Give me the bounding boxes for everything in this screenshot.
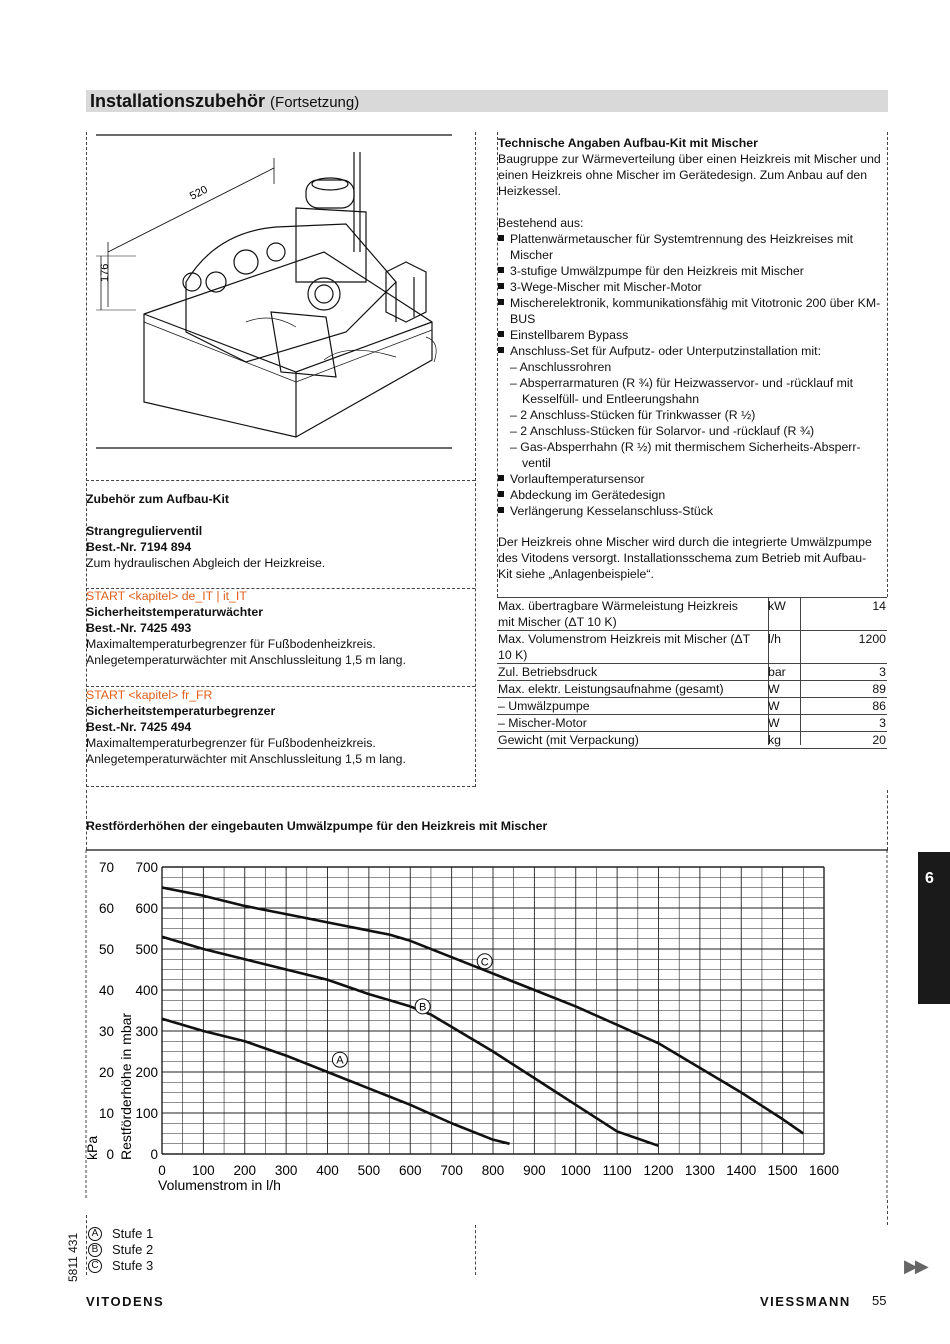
legend-label: Stufe 2	[112, 1242, 154, 1257]
component-list-item: Einstellbarem Bypass	[498, 327, 628, 343]
next-page-arrows-icon[interactable]: ▶▶	[904, 1256, 926, 1276]
y-tick-label-mbar: 600	[135, 901, 158, 916]
spec-label: Zul. Betriebsdruck	[498, 665, 598, 679]
spec-value: 20	[872, 733, 886, 747]
spec-unit: kW	[768, 599, 786, 613]
frame-line	[887, 790, 888, 850]
x-tick-label: 900	[523, 1163, 546, 1178]
y-tick-label-kpa: 10	[98, 1106, 114, 1121]
x-axis-label: Volumenstrom in l/h	[158, 1177, 281, 1193]
spec-table-row	[497, 631, 887, 664]
item-3-start-marker: START <kapitel> fr_FR	[86, 688, 213, 702]
aufbau-kit-illustration	[96, 132, 456, 450]
page-title: Installationszubehör (Fortsetzung)	[90, 91, 360, 111]
y-tick-label-mbar: 0	[150, 1147, 158, 1162]
item-3-line: Anlegetemperaturwächter mit Anschlussleitung 1,5 m lang.	[86, 752, 406, 766]
component-list-item: Mischerelektronik, kommunikationsfähig mit Vitotronic 200 über KM-	[498, 295, 880, 311]
component-list-item: BUS	[510, 312, 536, 326]
pump-head-chart	[86, 848, 888, 1198]
x-tick-label: 1300	[684, 1163, 715, 1178]
spec-label: Max. elektr. Leistungsaufnahme (gesamt)	[498, 682, 724, 696]
legend-label: Stufe 3	[112, 1258, 154, 1273]
y-tick-label-kpa: 40	[98, 983, 114, 998]
bullet-square-icon	[498, 347, 504, 353]
tech-intro-line: einen Heizkreis ohne Mischer im Gerätedesign. Zum Anbau auf den	[498, 168, 868, 182]
component-list-item: ventil	[522, 456, 551, 470]
frame-line	[497, 132, 498, 597]
spec-unit: W	[768, 699, 780, 713]
item-3-order: Best.-Nr. 7425 494	[86, 720, 192, 734]
spec-label: Max. Volumenstrom Heizkreis mit Mischer (ΔT 10 K)	[498, 632, 751, 662]
spec-value: 89	[872, 682, 886, 696]
bullet-square-icon	[498, 331, 504, 337]
series-line-a	[162, 1019, 510, 1144]
frame-line	[86, 1215, 87, 1275]
y-tick-label-mbar: 100	[135, 1106, 158, 1121]
x-tick-label: 400	[316, 1163, 339, 1178]
component-list-item: – Gas-Absperrhahn (R ½) mit thermischem Sicherheits-Absperr-	[510, 440, 861, 454]
x-tick-label: 200	[233, 1163, 257, 1178]
series-marker-label: C	[480, 956, 489, 969]
y-axis-label-kpa: kPa	[84, 1135, 100, 1160]
accessory-heading: Zubehör zum Aufbau-Kit	[86, 492, 229, 506]
y-tick-label-kpa: 60	[98, 901, 114, 916]
tech-intro-line: Baugruppe zur Wärmeverteilung über einen Heizkreis mit Mischer und	[498, 152, 881, 166]
spec-table-row	[497, 732, 887, 749]
note-line: Kit siehe „Anlagenbeispiele“.	[498, 567, 654, 581]
note-line: Der Heizkreis ohne Mischer wird durch die integrierte Umwälzpumpe	[498, 535, 872, 549]
component-list-item: Verlängerung Kesselanschluss-Stück	[498, 503, 713, 519]
y-tick-label-kpa: 0	[106, 1147, 114, 1162]
x-tick-label: 800	[481, 1163, 505, 1178]
item-1-line: Zum hydraulischen Abgleich der Heizkreise.	[86, 556, 326, 570]
spec-label: Max. übertragbare Wärmeleistung Heizkreis mit Mischer (ΔT 10 K)	[498, 599, 738, 629]
component-list-item: – 2 Anschluss-Stücken für Trinkwasser (R ½)	[510, 408, 756, 422]
spec-unit: bar	[768, 665, 786, 679]
frame-line	[475, 132, 476, 787]
legend-marker: A	[88, 1227, 102, 1241]
spec-table-row	[497, 681, 887, 698]
item-2-start-marker: START <kapitel> de_IT | it_IT	[86, 589, 247, 603]
bullet-square-icon	[498, 299, 504, 305]
y-axis-label: Restförderhöhe in mbar	[118, 1012, 134, 1160]
y-tick-label-kpa: 70	[98, 860, 114, 875]
y-tick-label-kpa: 30	[98, 1024, 114, 1039]
component-list-item: – Absperrarmaturen (R ¾) für Heizwasservor- und -rücklauf mit	[510, 376, 854, 390]
chapter-tab: 6	[918, 852, 950, 1004]
spec-table-row	[497, 698, 887, 715]
component-list-item: 3-Wege-Mischer mit Mischer-Motor	[498, 279, 702, 295]
bullet-square-icon	[498, 507, 504, 513]
legend-label: Stufe 1	[112, 1226, 154, 1241]
component-list-item: Plattenwärmetauscher für Systemtrennung des Heizkreises mit	[498, 231, 853, 247]
dimension-height-label: 176	[99, 263, 111, 282]
spec-table-row	[497, 664, 887, 681]
x-tick-label: 600	[398, 1163, 422, 1178]
component-list-item: Abdeckung im Gerätedesign	[498, 487, 665, 503]
item-2-line: Maximaltemperaturbegrenzer für Fußbodenheizkreis.	[86, 637, 376, 651]
component-list-item: – 2 Anschluss-Stücken für Solarvor- und -rücklauf (R ¾)	[510, 424, 815, 438]
spec-unit: l/h	[768, 632, 781, 646]
frame-line	[86, 480, 475, 481]
bullet-square-icon	[498, 475, 504, 481]
series-marker-label: B	[418, 1001, 427, 1014]
item-3-title: Sicherheitstemperaturbegrenzer	[86, 704, 276, 718]
tech-data-heading: Technische Angaben Aufbau-Kit mit Mischer	[498, 136, 758, 150]
doc-number: 5811 431	[66, 1232, 80, 1282]
y-tick-label-mbar: 400	[135, 983, 158, 998]
legend-marker: B	[88, 1243, 102, 1257]
x-tick-label: 1600	[808, 1163, 840, 1178]
spec-value: 3	[879, 716, 886, 730]
section-header	[86, 90, 888, 112]
x-tick-label: 0	[158, 1163, 166, 1178]
spec-label: – Umwälzpumpe	[498, 699, 590, 713]
tech-intro-line: Heizkessel.	[498, 184, 561, 198]
bullet-square-icon	[498, 283, 504, 289]
x-tick-label: 100	[192, 1163, 215, 1178]
y-tick-label-kpa: 50	[98, 942, 114, 957]
component-list-item: Vorlauftemperatursensor	[498, 471, 645, 487]
page-number: 55	[872, 1293, 887, 1308]
spec-value: 3	[879, 665, 886, 679]
item-1-title: Strangregulierventil	[86, 524, 203, 538]
chart-title: Restförderhöhen der eingebauten Umwälzpumpe für den Heizkreis mit Mischer	[86, 819, 548, 833]
viessmann-logo: VIESSMANN	[760, 1294, 851, 1309]
component-list-item: 3-stufige Umwälzpumpe für den Heizkreis mit Mischer	[498, 263, 804, 279]
bullet-square-icon	[498, 267, 504, 273]
item-1-order: Best.-Nr. 7194 894	[86, 540, 192, 554]
dimension-width-label: 520	[187, 183, 210, 203]
x-tick-label: 300	[274, 1163, 298, 1178]
spec-table-row	[497, 598, 887, 631]
consists-label: Bestehend aus:	[498, 216, 584, 230]
series-marker-label: A	[336, 1054, 344, 1067]
frame-line	[887, 1200, 888, 1225]
x-tick-label: 1400	[726, 1163, 757, 1178]
component-list-item: Mischer	[510, 248, 554, 262]
spec-value: 86	[872, 699, 886, 713]
spec-value: 1200	[858, 632, 886, 646]
frame-line	[475, 1225, 476, 1275]
item-2-order: Best.-Nr. 7425 493	[86, 621, 192, 635]
spec-label: Gewicht (mit Verpackung)	[498, 733, 639, 747]
frame-line	[86, 786, 475, 787]
x-tick-label: 1000	[560, 1163, 591, 1178]
legend-marker: C	[88, 1259, 102, 1273]
x-tick-label: 1500	[767, 1163, 798, 1178]
item-2-title: Sicherheitstemperaturwächter	[86, 605, 264, 619]
spec-value: 14	[872, 599, 886, 613]
vitodens-logo: VITODENS	[86, 1294, 165, 1309]
bullet-square-icon	[498, 235, 504, 241]
bullet-square-icon	[498, 491, 504, 497]
x-tick-label: 700	[440, 1163, 463, 1178]
spec-table-row	[497, 715, 887, 732]
y-tick-label-mbar: 200	[135, 1065, 158, 1080]
y-tick-label-mbar: 300	[135, 1024, 158, 1039]
component-list-item: Anschluss-Set für Aufputz- oder Unterputzinstallation mit:	[498, 343, 821, 359]
item-3-line: Maximaltemperaturbegrenzer für Fußbodenheizkreis.	[86, 736, 376, 750]
note-line: des Vitodens versorgt. Installationsschema zum Betrieb mit Aufbau-	[498, 551, 867, 565]
y-tick-label-kpa: 20	[98, 1065, 114, 1080]
spec-unit: kg	[768, 733, 781, 747]
x-tick-label: 1200	[643, 1163, 674, 1178]
x-tick-label: 1100	[602, 1163, 632, 1178]
spec-unit: W	[768, 716, 780, 730]
x-tick-label: 500	[357, 1163, 381, 1178]
component-list-item: Kesselfüll- und Entleerungshahn	[522, 392, 700, 406]
spec-label: – Mischer-Motor	[498, 716, 587, 730]
item-2-line: Anlegetemperaturwächter mit Anschlussleitung 1,5 m lang.	[86, 653, 406, 667]
spec-unit: W	[768, 682, 780, 696]
y-tick-label-mbar: 500	[135, 942, 158, 957]
frame-line	[887, 132, 888, 597]
component-list-item: – Anschlussrohren	[510, 360, 612, 374]
y-tick-label-mbar: 700	[135, 860, 158, 875]
